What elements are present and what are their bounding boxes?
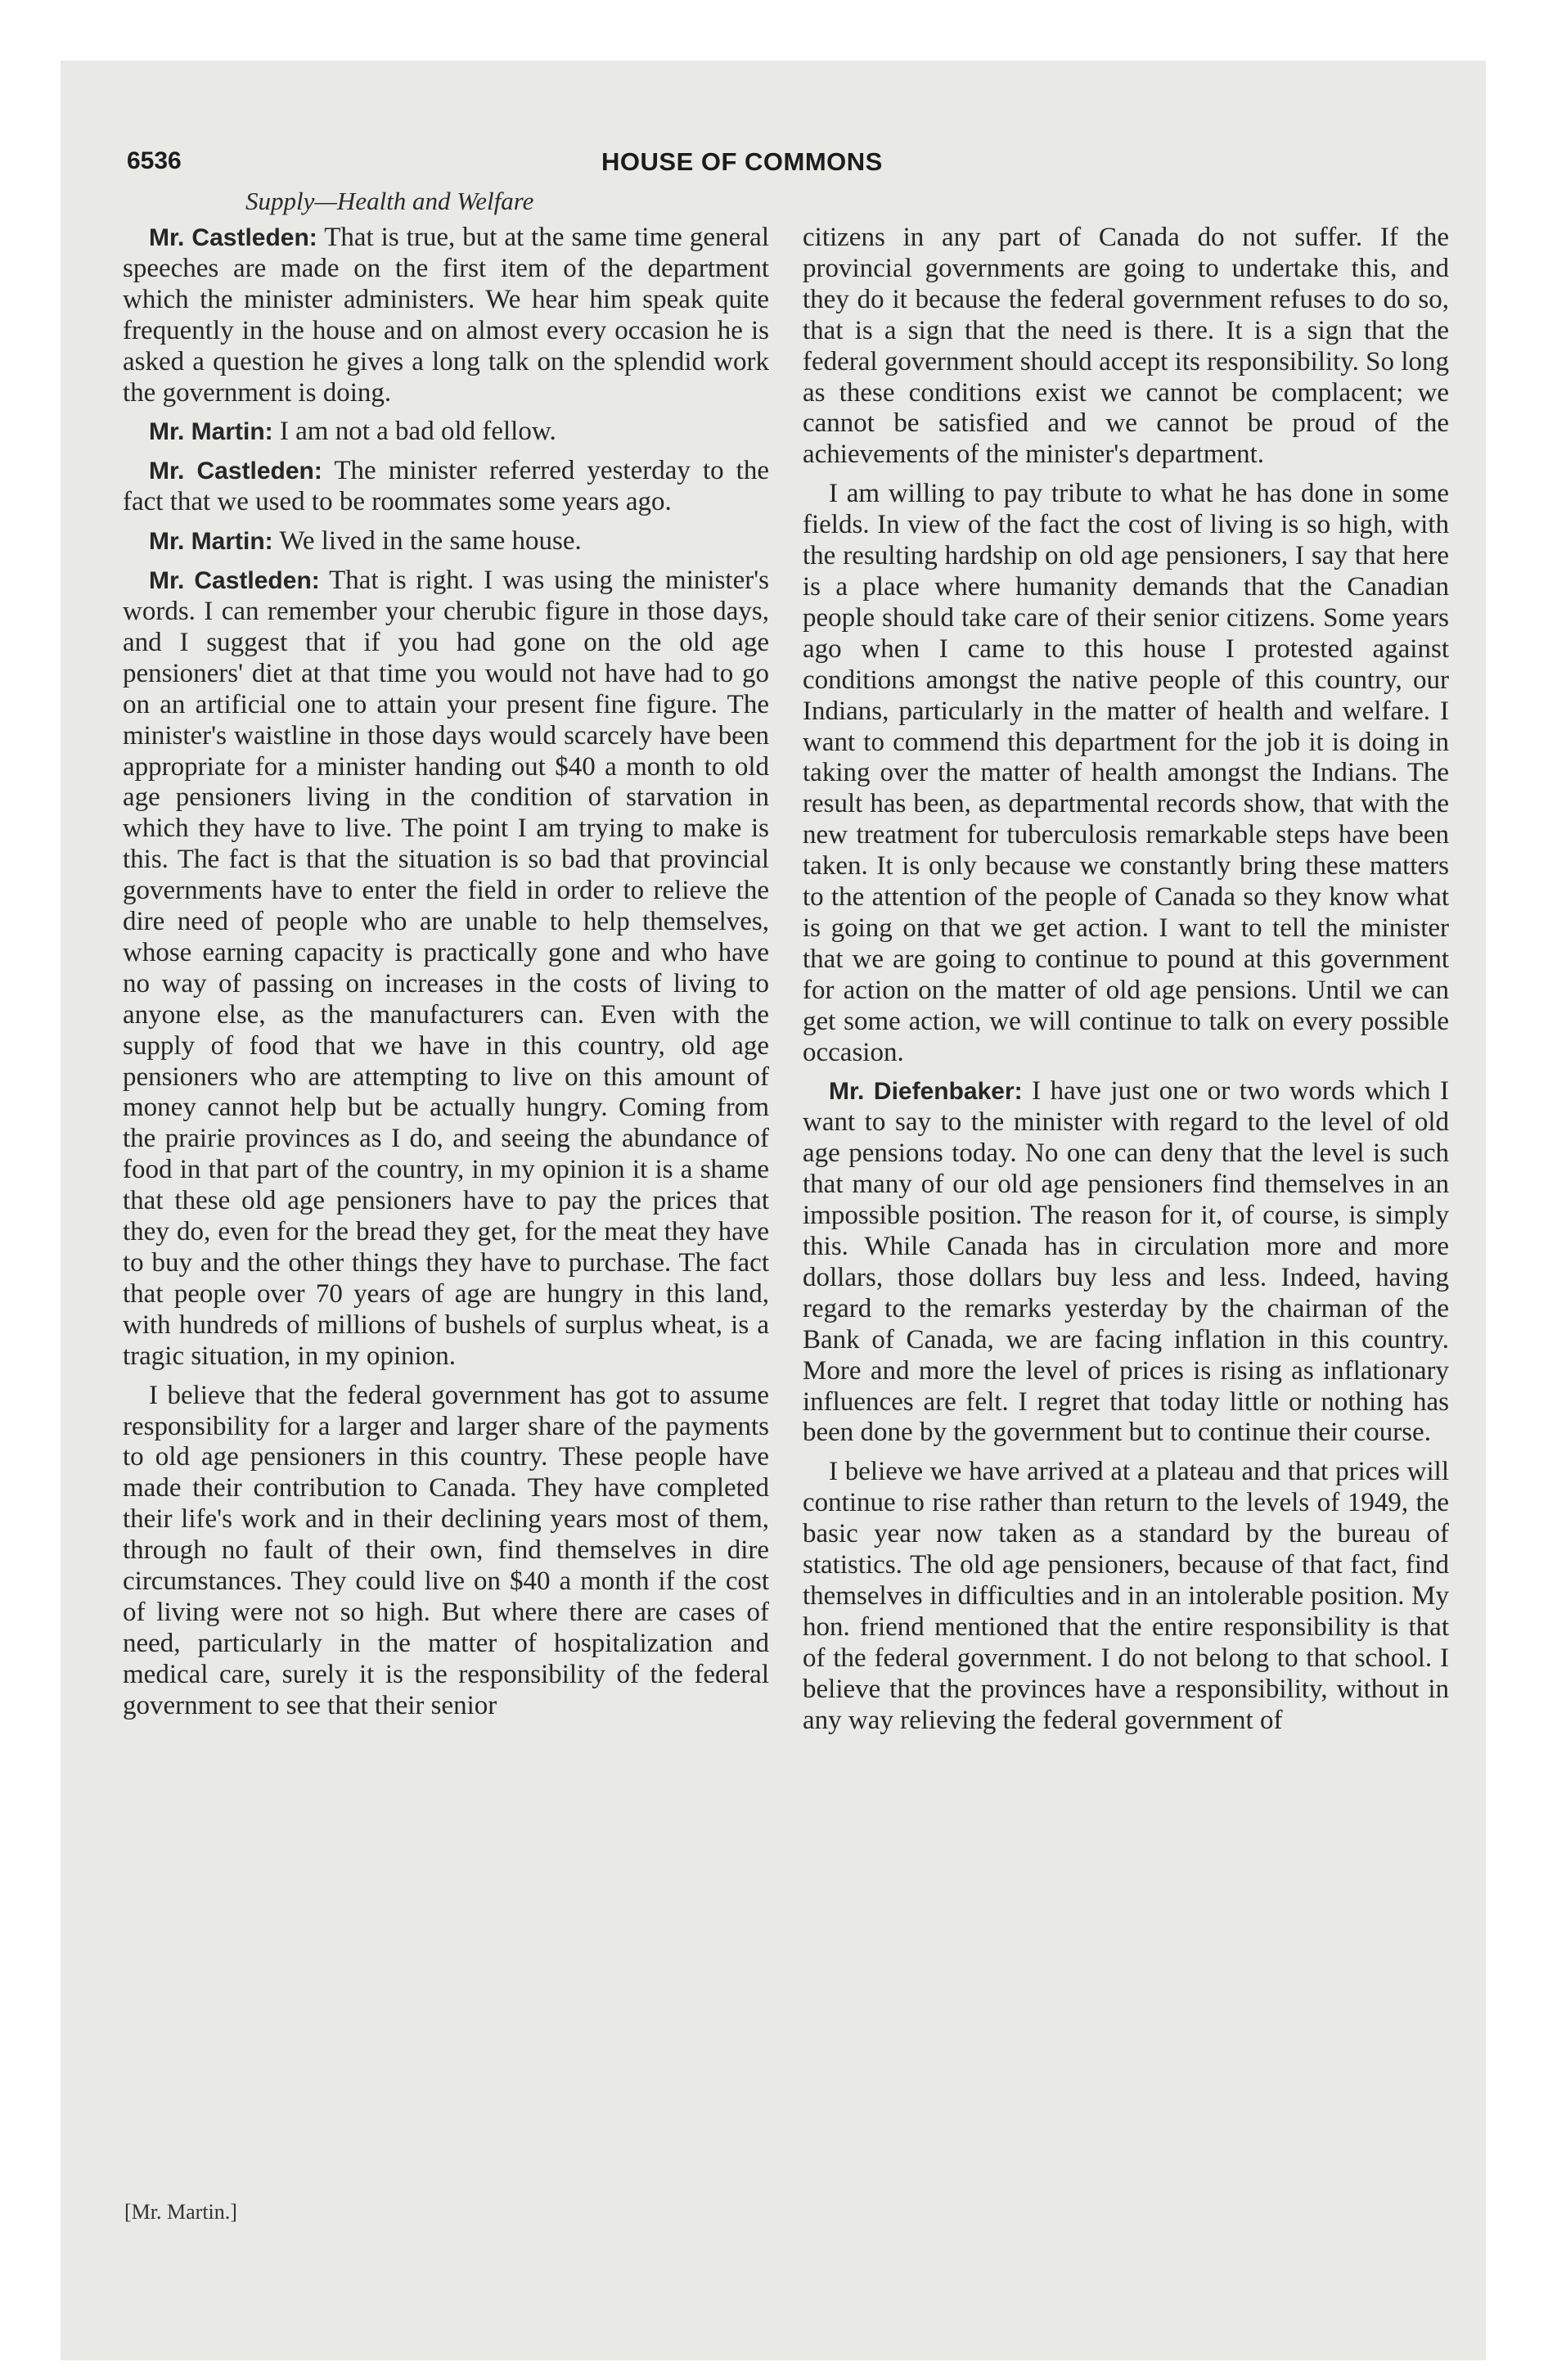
paragraph-text: I have just one or two words which I want to say to the minister with regard to the level of old age pensions today. No one can deny that the level is such that many of our old age pensioners find themselves in an impossible position. The reason for it, of course, is simply this. While Canada has in circulation more and more dollars, those dollars buy less and less. Indeed, having regard to the remarks yesterday by the chairman of the Bank of Canada, we are facing inflation in this country. More and more the level of prices is rising as inflationary influences are felt. I regret that today little or nothing has been done by the government but to continue their course. bbox=[803, 1076, 1449, 1448]
footer-attribution: [Mr. Martin.] bbox=[124, 2200, 237, 2224]
paragraph-text: That is right. I was using the minister's words. I can remember your cherubic figure in those days, and I suggest that if you had gone on the old age pensioners' diet at that time you would not have had to go on an artificial one to attain your present fine figure. The minister's waistline in those days would scarcely have been appropriate for a minister handing out $40 a month to old age pensioners living in the condition of starvation in which they have to live. The point I am trying to make is this. The fact is that the situation is so bad that provincial governments have to enter the field in order to relieve the dire need of people who are unable to help themselves, whose earning capacity is practically gone and who have no way of passing on increases in the costs of living to anyone else, as the manufacturers can. Even with the supply of food that we have in this country, old age pensioners who are attempting to live on this amount of money cannot help but be actually hungry. Coming from the prairie provinces as I do, and seeing the abundance of food in that part of the country, in my opinion it is a shame that these old age pensioners have to pay the prices that they do, even for the bread they get, for the meat they have to buy and the other things they have to purchase. The fact that people over 70 years of age are hungry in this land, with hundreds of millions of bushels of surplus wheat, is a tragic situation, in my opinion. bbox=[123, 566, 769, 1371]
paragraph bbox=[123, 456, 769, 518]
paragraph-text: I am willing to pay tribute to what he has done in some fields. In view of the fact the cost of living is so high, with the resulting hardship on old age pensioners, I say that here is a place where humanity demands that the Canadian people should take care of their senior citizens. Some years ago when I came to this house I protested against conditions amongst the native people of this country, our Indians, particularly in the matter of health and welfare. I want to commend this department for the job it is doing in taking over the matter of health amongst the Indians. The result has been, as departmental records show, that with the new treatment for tuberculosis remarkable steps have been taken. It is only because we constantly bring these matters to the attention of the people of Canada so they know what is going on that we get action. I want to tell the minister that we are going to continue to pound at this government for action on the matter of old age pensions. Until we can get some action, we will continue to talk on every possible occasion. bbox=[803, 479, 1449, 1067]
section-title: Supply—Health and Welfare bbox=[245, 187, 534, 215]
paragraph-text: I believe that the federal government has got to assume responsibility for a larger and larger share of the payments to old age pensioners in this country. These people have made their contribution to Canada. They have completed their life's work and in their declining years most of them, through no fault of their own, find themselves in dire circumstances. They could live on $40 a month if the cost of living were not so high. But where there are cases of need, particularly in the matter of hospitalization and medical care, surely it is the responsibility of the federal government to see that their senior bbox=[123, 1380, 769, 1720]
paragraph bbox=[803, 1457, 1449, 1736]
paragraph-continuation bbox=[803, 223, 1449, 471]
speaker-name: Mr. Martin: bbox=[149, 528, 273, 556]
paragraph-text: The minister referred yesterday to the fact that we used to be roommates some years ago. bbox=[123, 456, 769, 517]
paragraph-text: I believe we have arrived at a plateau and that prices will continue to rise rather than return to the levels of 1949, the basic year now taken as a standard by the bureau of statistics. The old age pensioners, because of that fact, find themselves in difficulties and in an intolerable position. My hon. friend mentioned that the entire responsibility is that of the federal government. I do not belong to that school. I believe that the provinces have a responsibility, without in any way relieving the federal government of bbox=[803, 1457, 1449, 1735]
paragraph-text: We lived in the same house. bbox=[279, 526, 582, 557]
paragraph bbox=[123, 223, 769, 408]
speaker-name: Mr. Martin: bbox=[149, 418, 273, 446]
journal-title: HOUSE OF COMMONS bbox=[601, 147, 883, 176]
paragraph-text: I am not a bad old fellow. bbox=[279, 417, 556, 447]
left-column bbox=[123, 223, 769, 1730]
paragraph bbox=[123, 417, 769, 448]
speaker-name: Mr. Castleden: bbox=[149, 458, 322, 485]
paragraph bbox=[123, 566, 769, 1373]
page-number: 6536 bbox=[127, 147, 182, 174]
paragraph bbox=[123, 1381, 769, 1722]
paragraph bbox=[123, 526, 769, 557]
paragraph-text: citizens in any part of Canada do not suffer. If the provincial governments are going to undertake this, and they do it because the federal government refuses to do so, that is a sign that the need is there. It is a sign that the federal government should accept its responsibility. So long as these conditions exist we cannot be complacent; we cannot be satisfied and we cannot be proud of the achievements of the minister's department. bbox=[803, 223, 1449, 470]
speaker-name: Mr. Diefenbaker: bbox=[829, 1078, 1023, 1106]
page-header bbox=[127, 147, 1436, 183]
paragraph-text: That is true, but at the same time general speeches are made on the first item of the department which the minister administers. We hear him speak quite frequently in the house and on almost every occasion he is asked a question he gives a long talk on the splendid work the government is doing. bbox=[123, 223, 769, 408]
paragraph bbox=[803, 479, 1449, 1068]
right-column bbox=[803, 223, 1449, 1745]
paragraph bbox=[803, 1076, 1449, 1449]
speaker-name: Mr. Castleden: bbox=[149, 224, 317, 251]
speaker-name: Mr. Castleden: bbox=[149, 567, 320, 595]
